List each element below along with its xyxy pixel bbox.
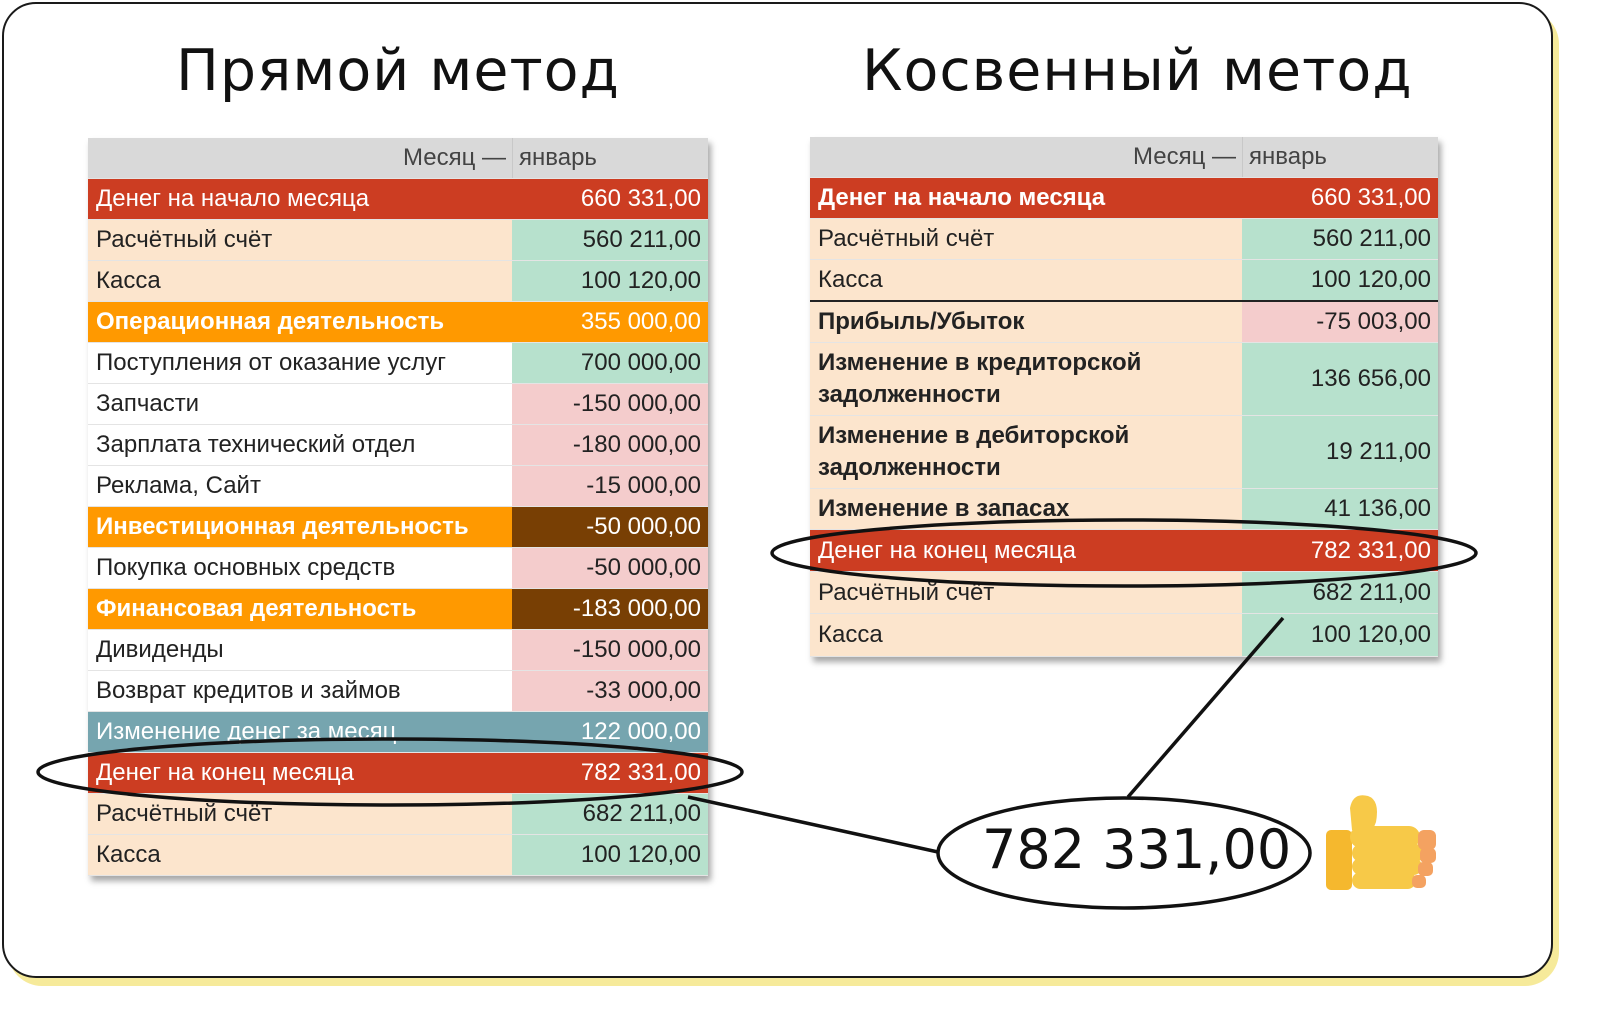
row-label: Касса — [810, 260, 1242, 300]
row-value: 100 120,00 — [512, 261, 708, 301]
row-label: Операционная деятельность — [88, 302, 512, 342]
row-value: 782 331,00 — [1242, 530, 1438, 571]
row-value: -150 000,00 — [512, 384, 708, 424]
row-label: Дивиденды — [88, 630, 512, 670]
row-label: Зарплата технический отдел — [88, 425, 512, 465]
month-label: Месяц — — [1132, 143, 1236, 170]
row-value: -33 000,00 — [512, 671, 708, 711]
month-label: Месяц — — [402, 144, 506, 171]
row-label: Расчётный счёт — [88, 794, 512, 834]
row-label: Реклама, Сайт — [88, 466, 512, 506]
row-label: Касса — [88, 835, 512, 875]
row-label: Касса — [88, 261, 512, 301]
row-value: -150 000,00 — [512, 630, 708, 670]
row-label: Расчётный счёт — [810, 572, 1242, 613]
highlight-ellipse-direct — [38, 739, 742, 805]
row-label: Прибыль/Убыток — [810, 302, 1242, 342]
row-value: 660 331,00 — [1242, 178, 1438, 218]
month-value: январь — [1242, 137, 1438, 177]
row-value: -75 003,00 — [1242, 302, 1438, 342]
row-value: 782 331,00 — [512, 753, 708, 793]
row-label: Денег на конец месяца — [88, 753, 512, 793]
highlight-ellipse-indirect — [772, 520, 1476, 586]
row-label: Инвестиционная деятельность — [88, 507, 512, 547]
connector-line-direct — [688, 797, 938, 852]
row-label: Расчётный счёт — [810, 219, 1242, 259]
row-value: 100 120,00 — [512, 835, 708, 875]
row-value: 700 000,00 — [512, 343, 708, 383]
row-value: 122 000,00 — [512, 712, 708, 752]
row-value: 100 120,00 — [1242, 614, 1438, 656]
direct-method-title: Прямой метод — [176, 38, 620, 104]
row-label: Денег на начало месяца — [810, 178, 1242, 218]
row-label: Покупка основных средств — [88, 548, 512, 588]
row-label: Денег на начало месяца — [88, 179, 512, 219]
row-value: 41 136,00 — [1242, 489, 1438, 529]
row-value: 682 211,00 — [1242, 572, 1438, 613]
row-label: Запчасти — [88, 384, 512, 424]
row-value: -180 000,00 — [512, 425, 708, 465]
row-value: 682 211,00 — [512, 794, 708, 834]
month-value: январь — [512, 138, 708, 178]
row-label: Изменение в кредиторской задолженности — [810, 343, 1242, 415]
row-value: -50 000,00 — [512, 548, 708, 588]
row-label: Касса — [810, 614, 1242, 656]
row-value: -50 000,00 — [512, 507, 708, 547]
row-value: 355 000,00 — [512, 302, 708, 342]
row-value: 560 211,00 — [1242, 219, 1438, 259]
row-label: Возврат кредитов и займов — [88, 671, 512, 711]
row-label: Поступления от оказание услуг — [88, 343, 512, 383]
row-value: 19 211,00 — [1242, 416, 1438, 488]
result-value: 782 331,00 — [982, 818, 1292, 881]
indirect-method-title: Косвенный метод — [862, 38, 1413, 104]
row-label: Изменение в дебиторской задолженности — [810, 416, 1242, 488]
row-label: Изменение денег за месяц — [88, 712, 512, 752]
row-value: -183 000,00 — [512, 589, 708, 629]
row-value: 136 656,00 — [1242, 343, 1438, 415]
row-value: 660 331,00 — [512, 179, 708, 219]
connector-line-indirect — [1128, 618, 1283, 797]
row-value: 100 120,00 — [1242, 260, 1438, 300]
row-value: 560 211,00 — [512, 220, 708, 260]
row-label: Изменение в запасах — [810, 489, 1242, 529]
thumbs-up-icon — [1326, 795, 1436, 890]
row-label: Финансовая деятельность — [88, 589, 512, 629]
row-value: -15 000,00 — [512, 466, 708, 506]
row-label: Денег на конец месяца — [810, 530, 1242, 571]
row-label: Расчётный счёт — [88, 220, 512, 260]
